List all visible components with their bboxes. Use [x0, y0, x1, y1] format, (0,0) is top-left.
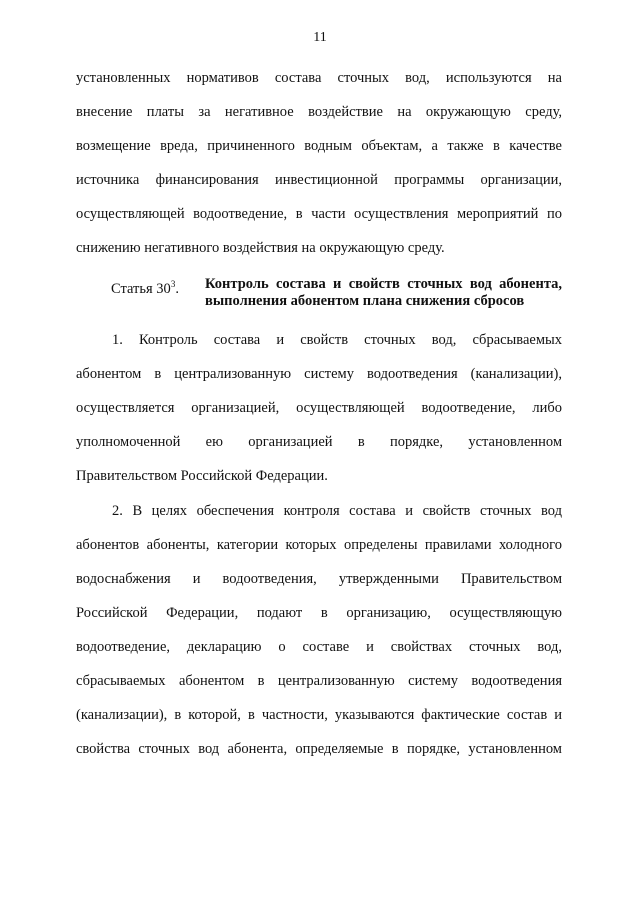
text-line: свойства сточных вод абонента, определяемые в порядке, установленном [76, 741, 562, 757]
text-line: Российской Федерации, подают в организацию, осуществляющую [76, 605, 562, 621]
article-label-suffix: . [175, 281, 179, 297]
text-line: сбрасываемых абонентом в централизованную систему водоотведения [76, 673, 562, 689]
text-line: 2. В целях обеспечения контроля состава и свойств сточных вод [112, 503, 562, 519]
article-label [111, 276, 179, 298]
text-line: 1. Контроль состава и свойств сточных вод, сбрасываемых [112, 332, 562, 348]
text-line: уполномоченной ею организацией в порядке, установленном [76, 434, 562, 450]
text-line: возмещение вреда, причиненного водным объектам, а также в качестве [76, 138, 562, 154]
article-title-line: выполнения абонентом плана снижения сбросов [205, 293, 525, 309]
intro-paragraph [76, 70, 562, 257]
text-line: источника финансирования инвестиционной программы организации, [76, 172, 562, 188]
text-line: водоснабжения и водоотведения, утвержденными Правительством [76, 571, 562, 587]
article-title-line: Контроль состава и свойств сточных вод абонента, [205, 276, 562, 292]
text-line: абонентом в централизованную систему водоотведения (канализации), [76, 366, 562, 382]
article-label-superscript: 3 [170, 279, 176, 289]
text-line: снижению негативного воздействия на окружающую среду. [76, 240, 445, 256]
text-line: водоотведение, декларацию о составе и свойствах сточных вод, [76, 639, 562, 655]
text-line: Правительством Российской Федерации. [76, 468, 328, 484]
paragraph-1 [76, 332, 562, 485]
text-line: (канализации), в которой, в частности, указываются фактические состав и [76, 707, 562, 723]
page-number: 11 [313, 30, 327, 45]
text-line: осуществляется организацией, осуществляющей водоотведение, либо [76, 400, 562, 416]
article-label-prefix: Статья 30 [111, 281, 171, 297]
article-title [205, 276, 562, 310]
text-line: осуществляющей водоотведение, в части осуществления мероприятий по [76, 206, 562, 222]
paragraph-2 [76, 503, 562, 758]
text-line: внесение платы за негативное воздействие на окружающую среду, [76, 104, 562, 120]
text-line: абонентов абоненты, категории которых определены правилами холодного [76, 537, 562, 553]
text-line: установленных нормативов состава сточных вод, используются на [76, 70, 562, 86]
